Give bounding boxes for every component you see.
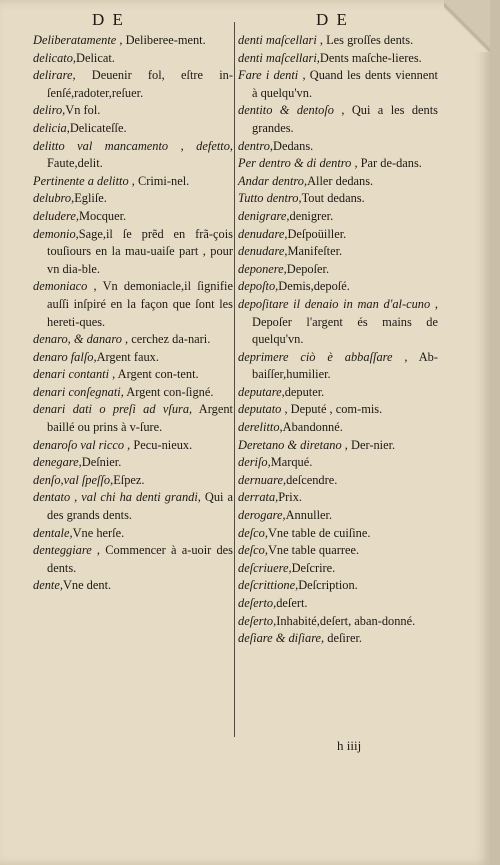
dictionary-entry — [238, 437, 438, 455]
definition: Deſcription. — [298, 578, 358, 593]
dictionary-entry — [33, 366, 233, 384]
headword: dentato , val chi ha denti grandi, — [33, 490, 201, 505]
headword: denti maſcellari — [238, 33, 317, 47]
dictionary-entry — [238, 155, 438, 173]
headword: deputare, — [238, 384, 285, 399]
headword: deludere, — [33, 208, 79, 223]
headword: denari contanti — [33, 367, 110, 382]
dictionary-entry — [238, 261, 438, 279]
definition: deſert. — [276, 596, 308, 610]
headword: depoſto, — [238, 279, 279, 294]
definition: , Deputé , com-mis. — [281, 402, 383, 417]
headword: denegare, — [33, 455, 82, 470]
headword: deputato — [238, 402, 282, 417]
headword: derelitto, — [238, 420, 283, 435]
definition: Argent faux. — [96, 349, 159, 364]
dictionary-entry — [33, 278, 233, 331]
headword: depoſitare il denaio in man d'al-cuno — [238, 296, 431, 311]
definition: Vne table quarree. — [267, 543, 360, 558]
dictionary-entry — [238, 454, 438, 472]
headword: Deretano & diretano — [238, 437, 342, 452]
dictionary-entry — [33, 102, 233, 120]
definition: , Ab-baiſſer,humilier. — [252, 349, 438, 382]
dictionary-entry — [33, 208, 233, 226]
dictionary-entry — [33, 472, 233, 490]
headword: demonio, — [33, 226, 79, 241]
headword: deliro, — [33, 103, 66, 118]
dictionary-entry — [238, 560, 438, 578]
definition: Aller dedans. — [307, 173, 374, 188]
headword: denaroſo val ricco — [33, 437, 125, 452]
dictionary-entry — [238, 226, 438, 244]
definition: Argent con-ſigné. — [123, 384, 214, 399]
dictionary-entry — [238, 208, 438, 226]
definition: Vn fol. — [65, 103, 101, 118]
dictionary-entry — [33, 190, 233, 208]
definition: Deſpoüiller. — [287, 226, 347, 241]
definition: , Crimi-nel. — [128, 173, 190, 188]
dictionary-entry — [238, 67, 438, 102]
definition: Argent baillé ou prins à v-ſure. — [47, 402, 233, 435]
headword: denudare, — [238, 244, 288, 259]
headword: denti maſcellari, — [238, 50, 320, 65]
definition: Egliſe. — [74, 191, 107, 206]
headword: deſerto, — [238, 613, 277, 628]
dictionary-entry — [238, 419, 438, 437]
headword: delicato, — [33, 50, 77, 65]
definition: Dedans. — [273, 138, 314, 153]
headword: Tutto dentro, — [238, 191, 302, 206]
dictionary-entry — [33, 138, 233, 173]
headword: dente, — [33, 578, 63, 593]
headword: dentro, — [238, 138, 273, 153]
definition: Prix. — [278, 490, 303, 505]
definition: , Deliberee-ment. — [116, 33, 206, 47]
definition: Dents maſche-lieres. — [319, 50, 422, 65]
definition: Sage,il ſe prẽd en frã-çois touſiours en la mau-uaiſe part , pour vn dia-ble. — [47, 226, 233, 276]
dictionary-entry — [238, 507, 438, 525]
headword: Deliberatamente — [33, 33, 117, 47]
dictionary-entry — [238, 630, 438, 648]
headword: derogare, — [238, 508, 286, 523]
headword: deponere, — [238, 261, 287, 276]
definition: Tout dedans. — [301, 191, 365, 206]
headword: delirare, — [33, 68, 76, 83]
definition: Eſpez. — [113, 472, 145, 487]
headword: denari conſegnati, — [33, 384, 124, 399]
headword: demoniaco — [33, 279, 88, 294]
dictionary-entry — [33, 384, 233, 402]
dictionary-entry — [33, 120, 233, 138]
definition: Delicat. — [76, 50, 115, 65]
headword: denudare, — [238, 226, 288, 241]
headword: Fare i denti — [238, 68, 299, 83]
headword: denſo,val ſpeſſo, — [33, 472, 114, 487]
dictionary-entry — [33, 489, 233, 524]
definition: Vne dent. — [62, 578, 112, 593]
definition: Vne table de cuiſine. — [267, 525, 371, 540]
dictionary-entry — [238, 384, 438, 402]
headword: deſco, — [238, 525, 268, 540]
headword: denaro falſo, — [33, 349, 97, 364]
column-divider — [234, 22, 235, 737]
headword: denari dati o preſi ad vſura, — [33, 402, 193, 417]
headword: dernuare, — [238, 472, 287, 487]
definition: Marqué. — [270, 455, 313, 470]
dictionary-entry — [238, 102, 438, 137]
definition: Faute,delit. — [47, 156, 103, 171]
dictionary-entry — [33, 542, 233, 577]
definition: , Par de-dans. — [351, 156, 422, 171]
dictionary-entry — [33, 67, 233, 102]
definition: , Les groſſes dents. — [316, 33, 414, 47]
dictionary-entry — [238, 577, 438, 595]
dictionary-entry — [33, 32, 233, 50]
running-head-right: D E — [316, 10, 349, 29]
definition: Deuenir fol, eſtre in-ſenſé,radoter,reſuer. — [47, 68, 233, 100]
headword: dentito & dentoſo — [238, 103, 334, 118]
definition: Qui a des grands dents. — [47, 490, 234, 523]
dictionary-entry — [238, 525, 438, 543]
dictionary-entry — [238, 542, 438, 560]
headword: deſcriuere, — [238, 560, 292, 575]
dictionary-entry — [238, 489, 438, 507]
definition: , Pecu-nieux. — [124, 437, 193, 452]
definition: , Commencer à a-uoir des dents. — [47, 543, 233, 575]
headword: deſiare & diſiare, — [238, 631, 325, 646]
definition: Delicateſſe. — [69, 120, 127, 135]
dictionary-entry — [33, 401, 233, 436]
headword: dentale, — [33, 525, 73, 540]
headword: Per dentro & di dentro — [238, 156, 352, 171]
dictionary-entry — [238, 296, 438, 349]
dictionary-entry — [238, 613, 438, 631]
headword: delubro, — [33, 191, 75, 206]
dictionary-entry — [238, 278, 438, 296]
dictionary-entry — [33, 437, 233, 455]
definition: , Vn demoniacle,il ſignifie auſſi inſpiré en la façon que ſont les hereti-ques. — [47, 279, 233, 329]
headword: deprimere ciò è abbaſſare — [238, 349, 393, 364]
definition: deputer. — [284, 384, 325, 399]
left-column — [33, 32, 233, 595]
definition: Demis,depoſé. — [278, 279, 350, 294]
dictionary-entry — [238, 32, 438, 50]
dictionary-entry — [33, 173, 233, 191]
dictionary-entry — [33, 50, 233, 68]
headword: Pertinente a delitto — [33, 173, 129, 188]
headword: Andar dentro, — [238, 173, 308, 188]
definition: Annuller. — [285, 508, 333, 523]
definition: Manifeſter. — [287, 244, 343, 259]
headword: delicia, — [33, 120, 70, 135]
dictionary-entry — [238, 349, 438, 384]
dictionary-entry — [238, 50, 438, 68]
right-column — [238, 32, 438, 648]
dictionary-entry — [33, 525, 233, 543]
definition: Abandonné. — [282, 420, 343, 435]
definition: , Quand les dents viennent à quelqu'vn. — [252, 68, 438, 100]
folded-corner — [444, 0, 490, 52]
definition: denigrer. — [289, 208, 334, 223]
dictionary-entry — [238, 243, 438, 261]
headword: derrata, — [238, 490, 279, 505]
headword: denaro, & danaro — [33, 332, 122, 347]
dictionary-entry — [33, 331, 233, 349]
dictionary-entry — [238, 173, 438, 191]
definition: , Qui a les dents grandes. — [252, 103, 438, 135]
headword: deſcrittione, — [238, 578, 299, 593]
dictionary-entry — [238, 472, 438, 490]
definition: Inhabité,deſert, aban-donné. — [276, 613, 416, 628]
definition: Depoſer. — [286, 261, 330, 276]
dictionary-entry — [238, 595, 438, 613]
headword: denigrare, — [238, 208, 290, 223]
definition: deſirer. — [324, 631, 362, 646]
dictionary-entry — [33, 577, 233, 595]
definition: , Der-nier. — [341, 437, 396, 452]
headword: deſerto, — [238, 596, 277, 610]
definition: Mocquer. — [79, 208, 127, 223]
definition: Deſcrire. — [291, 560, 336, 575]
dictionary-entry — [238, 401, 438, 419]
headword: deriſo, — [238, 455, 271, 470]
headword: denteggiare — [33, 543, 92, 558]
dictionary-entry — [238, 190, 438, 208]
dictionary-entry — [238, 138, 438, 156]
running-head-left: D E — [92, 10, 125, 29]
signature-mark: h iiij — [337, 738, 362, 753]
definition: , Argent con-tent. — [109, 367, 199, 382]
definition: , cerchez da-nari. — [121, 332, 211, 347]
headword: delitto val mancamento , defetto, — [33, 138, 233, 153]
definition: , Depoſer l'argent és mains de quelqu'vn. — [252, 296, 438, 347]
dictionary-entry — [33, 454, 233, 472]
definition: Vne herſe. — [72, 525, 125, 540]
dictionary-entry — [33, 226, 233, 279]
definition: deſcendre. — [286, 472, 338, 487]
dictionary-entry — [33, 349, 233, 367]
headword: deſco, — [238, 543, 268, 558]
definition: Deſnier. — [81, 455, 122, 470]
